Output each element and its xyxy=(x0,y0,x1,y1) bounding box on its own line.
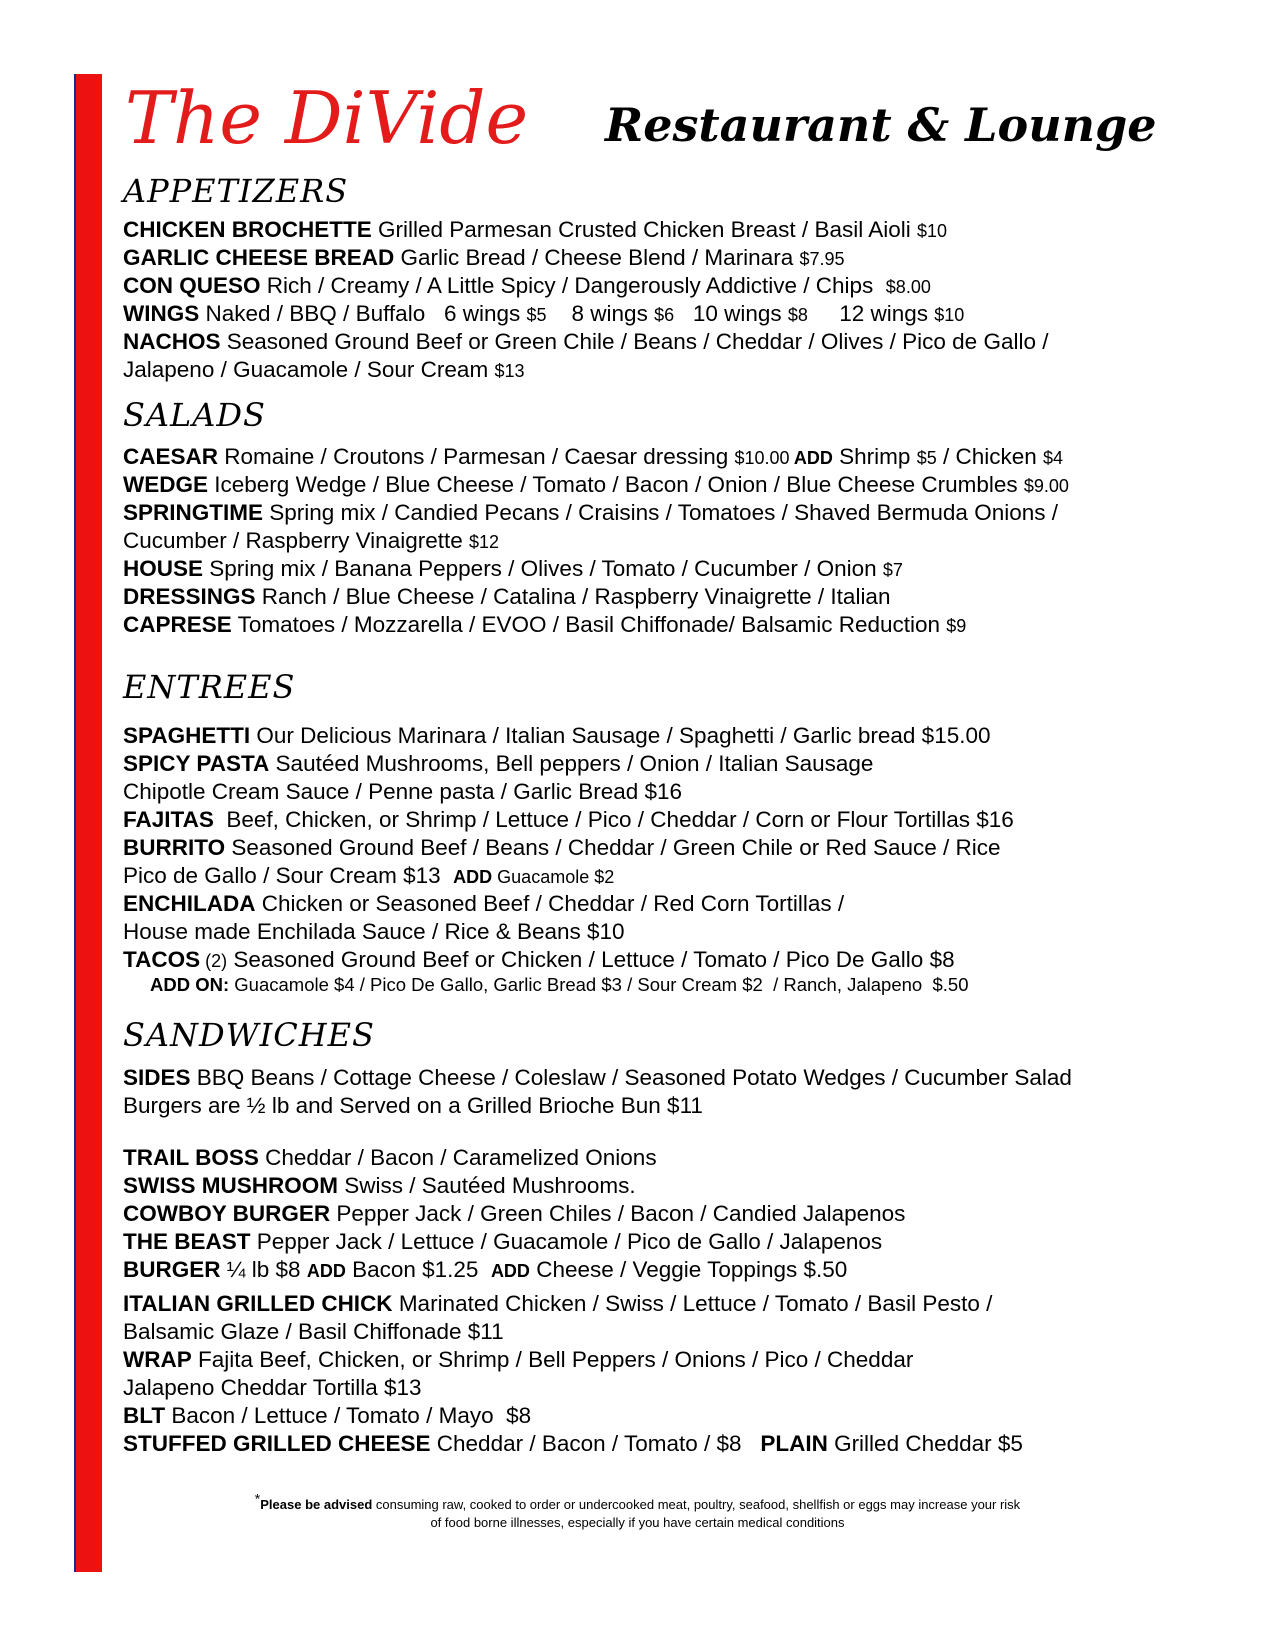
menu-item: THE BEAST Pepper Jack / Lettuce / Guacamole / Pico de Gallo / Jalapenos xyxy=(123,1229,883,1254)
burgers-note: Burgers are ½ lb and Served on a Grilled Brioche Bun $11 xyxy=(123,1093,703,1118)
salads-heading: SALADS xyxy=(123,396,266,434)
menu-item: COWBOY BURGER Pepper Jack / Green Chiles / Bacon / Candied Jalapenos xyxy=(123,1201,906,1226)
menu-item: BLT Bacon / Lettuce / Tomato / Mayo $8 xyxy=(123,1403,532,1428)
menu-item: TRAIL BOSS Cheddar / Bacon / Caramelized Onions xyxy=(123,1145,657,1170)
menu-item: CAESAR Romaine / Croutons / Parmesan / Caesar dressing $10.00 ADD Shrimp $5 / Chicken $4 xyxy=(123,444,1064,469)
menu-item-continued: Chipotle Cream Sauce / Penne pasta / Garlic Bread $16 xyxy=(123,779,683,804)
menu-item-continued: Jalapeno Cheddar Tortilla $13 xyxy=(123,1375,422,1400)
menu-item: GARLIC CHEESE BREAD Garlic Bread / Cheese Blend / Marinara $7.95 xyxy=(123,245,845,270)
menu-item-continued: Cucumber / Raspberry Vinaigrette $12 xyxy=(123,528,500,553)
menu-item: CHICKEN BROCHETTE Grilled Parmesan Crusted Chicken Breast / Basil Aioli $10 xyxy=(123,217,948,242)
menu-item: WEDGE Iceberg Wedge / Blue Cheese / Tomato / Bacon / Onion / Blue Cheese Crumbles $9.00 xyxy=(123,472,1069,497)
menu-item: ITALIAN GRILLED CHICK Marinated Chicken / Swiss / Lettuce / Tomato / Basil Pesto / xyxy=(123,1291,993,1316)
menu-item-continued: Jalapeno / Guacamole / Sour Cream $13 xyxy=(123,357,525,382)
menu-item: FAJITAS Beef, Chicken, or Shrimp / Lettuce / Pico / Cheddar / Corn or Flour Tortillas $16 xyxy=(123,807,1014,832)
restaurant-subtitle: Restaurant & Lounge xyxy=(605,98,1157,152)
add-on-line: ADD ON: Guacamole $4 / Pico De Gallo, Garlic Bread $3 / Sour Cream $2 / Ranch, Jalapeno $.50 xyxy=(150,974,969,995)
menu-item-continued: House made Enchilada Sauce / Rice & Beans $10 xyxy=(123,919,625,944)
menu-item: CAPRESE Tomatoes / Mozzarella / EVOO / Basil Chiffonade/ Balsamic Reduction $9 xyxy=(123,612,967,637)
menu-item: SWISS MUSHROOM Swiss / Sautéed Mushrooms. xyxy=(123,1173,636,1198)
menu-item: SPICY PASTA Sautéed Mushrooms, Bell peppers / Onion / Italian Sausage xyxy=(123,751,874,776)
advisory-note: *Please be advised consuming raw, cooked to order or undercooked meat, poultry, seafood, shellfish or eggs may increase your risk xyxy=(254,1490,1021,1512)
menu-item: WRAP Fajita Beef, Chicken, or Shrimp / Bell Peppers / Onions / Pico / Cheddar xyxy=(123,1347,914,1372)
entrees-heading: ENTREES xyxy=(123,668,296,706)
menu-item: HOUSE Spring mix / Banana Peppers / Olives / Tomato / Cucumber / Onion $7 xyxy=(123,556,903,581)
menu-item: ENCHILADA Chicken or Seasoned Beef / Cheddar / Red Corn Tortillas / xyxy=(123,891,845,916)
menu-item-continued: Pico de Gallo / Sour Cream $13 ADD Guacamole $2 xyxy=(123,863,615,888)
menu-item: BURRITO Seasoned Ground Beef / Beans / Cheddar / Green Chile or Red Sauce / Rice xyxy=(123,835,1001,860)
menu-item: NACHOS Seasoned Ground Beef or Green Chile / Beans / Cheddar / Olives / Pico de Gallo / xyxy=(123,329,1049,354)
menu-item: SPRINGTIME Spring mix / Candied Pecans / Craisins / Tomatoes / Shaved Bermuda Onions / xyxy=(123,500,1058,525)
menu-item: WINGS Naked / BBQ / Buffalo 6 wings $5 8 wings $6 10 wings $8 12 wings $10 xyxy=(123,301,965,326)
sandwiches-heading: SANDWICHES xyxy=(123,1016,375,1054)
red-side-bar xyxy=(74,74,102,1572)
menu-item: STUFFED GRILLED CHEESE Cheddar / Bacon / Tomato / $8 PLAIN Grilled Cheddar $5 xyxy=(123,1431,1023,1456)
appetizers-heading: APPETIZERS xyxy=(123,172,349,210)
menu-item-continued: Balsamic Glaze / Basil Chiffonade $11 xyxy=(123,1319,504,1344)
menu-item: DRESSINGS Ranch / Blue Cheese / Catalina / Raspberry Vinaigrette / Italian xyxy=(123,584,891,609)
menu-item: BURGER ¼ lb $8 ADD Bacon $1.25 ADD Cheese / Veggie Toppings $.50 xyxy=(123,1257,848,1282)
menu-item: SIDES BBQ Beans / Cottage Cheese / Coleslaw / Seasoned Potato Wedges / Cucumber Salad xyxy=(123,1065,1072,1090)
menu-item: SPAGHETTI Our Delicious Marinara / Italian Sausage / Spaghetti / Garlic bread $15.00 xyxy=(123,723,991,748)
restaurant-name: The DiVide xyxy=(125,76,529,160)
menu-item: TACOS (2) Seasoned Ground Beef or Chicken / Lettuce / Tomato / Pico De Gallo $8 xyxy=(123,947,955,972)
menu-item: CON QUESO Rich / Creamy / A Little Spicy / Dangerously Addictive / Chips $8.00 xyxy=(123,273,931,298)
advisory-note-continued: of food borne illnesses, especially if you have certain medical conditions xyxy=(430,1515,845,1530)
